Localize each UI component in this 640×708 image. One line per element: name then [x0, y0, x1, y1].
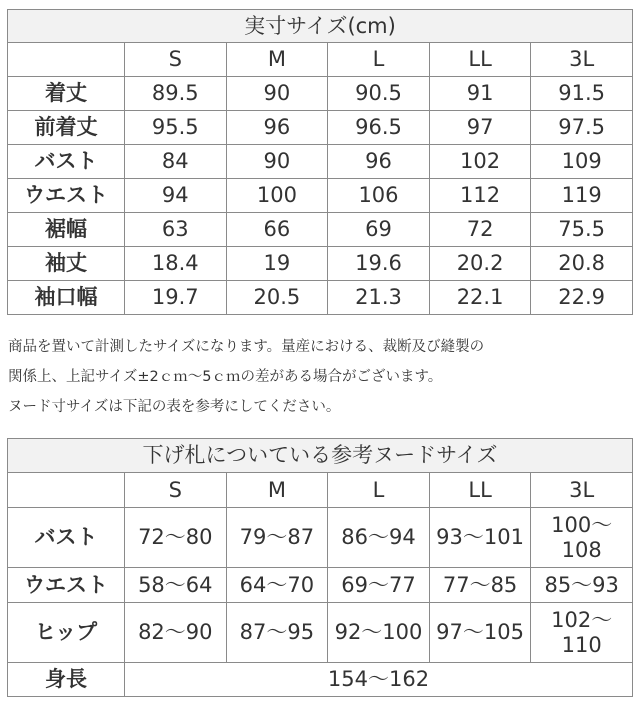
table-row [8, 663, 633, 697]
table-cell: 64～70 [226, 568, 328, 603]
table-cell: 106 [328, 179, 430, 213]
table-row [8, 145, 633, 179]
size-label-l: L [328, 473, 430, 508]
row-label: 裾幅 [8, 213, 125, 247]
table-cell: 22.1 [429, 281, 531, 315]
table-cell: 69～77 [328, 568, 430, 603]
table-cell: 100 [226, 179, 328, 213]
nude-size-table [7, 438, 633, 697]
table-cell: 19 [226, 247, 328, 281]
row-label: ヒップ [8, 603, 125, 663]
table-cell: 112 [429, 179, 531, 213]
actual-size-table [7, 9, 633, 315]
row-label: 前着丈 [8, 111, 125, 145]
table-row [8, 213, 633, 247]
table-cell: 90.5 [328, 77, 430, 111]
table-row [8, 281, 633, 315]
table-cell: 97.5 [531, 111, 633, 145]
table-cell: 75.5 [531, 213, 633, 247]
size-label-m: M [226, 473, 328, 508]
measurement-note [8, 332, 632, 422]
size-label-ll: LL [429, 43, 531, 77]
note-line: ヌード寸サイズは下記の表を参考にしてください。 [8, 399, 341, 415]
table-cell: 18.4 [125, 247, 227, 281]
table-cell: 93～101 [429, 508, 531, 568]
table-cell: 22.9 [531, 281, 633, 315]
row-label: 身長 [8, 663, 125, 697]
table-cell: 85～93 [531, 568, 633, 603]
table-cell: 91 [429, 77, 531, 111]
table-cell: 90 [226, 145, 328, 179]
table-cell: 69 [328, 213, 430, 247]
table-row [8, 603, 633, 663]
height-value-cell: 154～162 [125, 663, 633, 697]
corner-cell [8, 43, 125, 77]
table-cell: 21.3 [328, 281, 430, 315]
table-cell: 102～110 [531, 603, 633, 663]
table-cell: 87～95 [226, 603, 328, 663]
actual-size-title: 実寸サイズ(cm) [8, 10, 633, 43]
row-label: 着丈 [8, 77, 125, 111]
table-row [8, 568, 633, 603]
size-label-m: M [226, 43, 328, 77]
size-label-s: S [125, 473, 227, 508]
table-cell: 89.5 [125, 77, 227, 111]
table-cell: 94 [125, 179, 227, 213]
table-cell: 102 [429, 145, 531, 179]
table-cell: 92～100 [328, 603, 430, 663]
table-cell: 96 [226, 111, 328, 145]
table-cell: 95.5 [125, 111, 227, 145]
table-cell: 72 [429, 213, 531, 247]
table-cell: 66 [226, 213, 328, 247]
table-cell: 84 [125, 145, 227, 179]
table-cell: 86～94 [328, 508, 430, 568]
row-label: 袖口幅 [8, 281, 125, 315]
note-line: 商品を置いて計測したサイズになります。量産における、裁断及び縫製の [8, 339, 485, 355]
note-line: 関係上、上記サイズ±2ｃｍ～5ｃｍの差がある場合がございます。 [8, 369, 443, 385]
nude-size-title: 下げ札についている参考ヌードサイズ [8, 439, 633, 473]
table-cell: 19.6 [328, 247, 430, 281]
table-cell: 20.8 [531, 247, 633, 281]
table-cell: 63 [125, 213, 227, 247]
table-row [8, 508, 633, 568]
table-cell: 79～87 [226, 508, 328, 568]
table-row [8, 247, 633, 281]
size-label-ll: LL [429, 473, 531, 508]
table-cell: 20.2 [429, 247, 531, 281]
table-cell: 90 [226, 77, 328, 111]
size-label-l: L [328, 43, 430, 77]
size-label-s: S [125, 43, 227, 77]
table-row [8, 77, 633, 111]
corner-cell [8, 473, 125, 508]
table-cell: 119 [531, 179, 633, 213]
table-cell: 91.5 [531, 77, 633, 111]
size-header-row [8, 473, 633, 508]
table-cell: 97 [429, 111, 531, 145]
row-label: バスト [8, 145, 125, 179]
table-cell: 96.5 [328, 111, 430, 145]
table-cell: 20.5 [226, 281, 328, 315]
table-cell: 82～90 [125, 603, 227, 663]
size-label-3l: 3L [531, 473, 633, 508]
table-cell: 72～80 [125, 508, 227, 568]
row-label: バスト [8, 508, 125, 568]
table-row [8, 111, 633, 145]
table-cell: 96 [328, 145, 430, 179]
table-row [8, 179, 633, 213]
row-label: 袖丈 [8, 247, 125, 281]
table-cell: 77～85 [429, 568, 531, 603]
table-cell: 97～105 [429, 603, 531, 663]
table-cell: 100～108 [531, 508, 633, 568]
table-cell: 109 [531, 145, 633, 179]
row-label: ウエスト [8, 179, 125, 213]
table-cell: 58～64 [125, 568, 227, 603]
row-label: ウエスト [8, 568, 125, 603]
size-label-3l: 3L [531, 43, 633, 77]
size-header-row [8, 43, 633, 77]
table-cell: 19.7 [125, 281, 227, 315]
